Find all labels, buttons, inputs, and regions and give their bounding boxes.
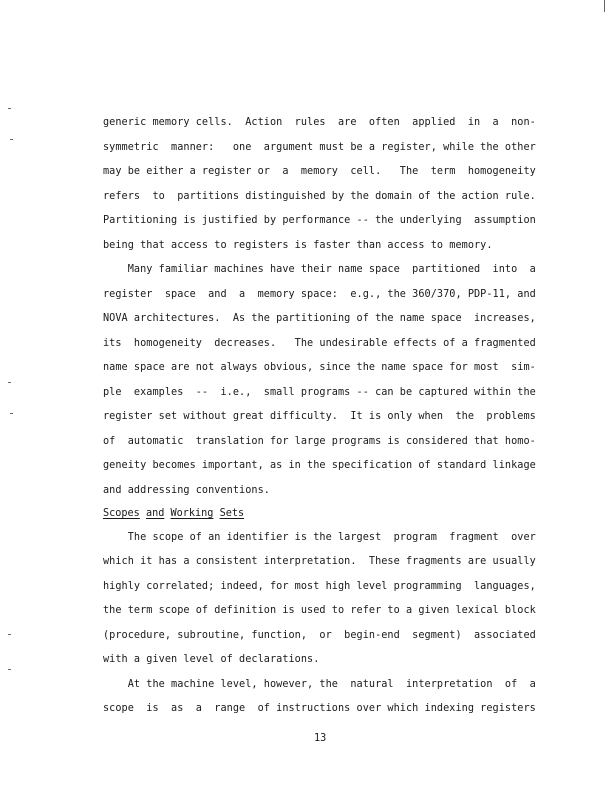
text-line: geneity becomes important, as in the specification of standard linkage (103, 460, 536, 471)
heading-word: Working (170, 508, 214, 519)
text-line: with a given level of declarations. (103, 654, 320, 665)
text-line: The scope of an identifier is the largest program fragment over (103, 532, 536, 543)
scan-mark-top-right (604, 0, 605, 12)
text-line: its homogeneity decreases. The undesirable effects of a fragmented (103, 338, 536, 349)
text-line: At the machine level, however, the natural interpretation of a (103, 679, 536, 690)
text-line: being that access to registers is faster than access to memory. (103, 240, 493, 251)
text-line: (procedure, subroutine, function, or begin-end segment) associated (103, 630, 536, 641)
heading-word: and (145, 508, 165, 519)
text-line: ple examples -- i.e., small programs -- can be captured within the (103, 387, 536, 398)
heading-word: Scopes (103, 508, 140, 519)
text-line: of automatic translation for large programs is considered that homo- (103, 436, 536, 447)
text-line: which it has a consistent interpretation. These fragments are usually (103, 556, 536, 567)
scan-mark-left-4 (10, 413, 13, 414)
text-line: highly correlated; indeed, for most high level programming languages, (103, 581, 536, 592)
text-line: register space and a memory space: e.g., the 360/370, PDP-11, and (103, 289, 536, 300)
text-line: scope is as a range of instructions over which indexing registers (103, 703, 536, 714)
text-line: the term scope of definition is used to refer to a given lexical block (103, 605, 536, 616)
text-line: name space are not always obvious, since the name space for most sim- (103, 362, 536, 373)
text-line: symmetric manner: one argument must be a register, while the other (103, 142, 536, 153)
section-heading (103, 507, 244, 520)
scan-mark-left-3 (8, 382, 11, 383)
scan-mark-left-2 (10, 139, 13, 140)
text-line: Partitioning is justified by performance -- the underlying assumption (103, 215, 536, 226)
text-line: register set without great difficulty. It is only when the problems (103, 411, 536, 422)
page-number: 13 (314, 733, 327, 744)
text-line: generic memory cells. Action rules are often applied in a non- (103, 117, 536, 128)
heading-word: Sets (219, 508, 245, 519)
text-line: refers to partitions distinguished by the domain of the action rule. (103, 191, 536, 202)
scan-mark-left-5 (8, 634, 11, 635)
scan-mark-left-6 (8, 669, 11, 670)
text-line: and addressing conventions. (103, 485, 270, 496)
scan-mark-left-1 (8, 108, 11, 109)
text-line: may be either a register or a memory cell. The term homogeneity (103, 166, 536, 177)
text-line: NOVA architectures. As the partitioning of the name space increases, (103, 313, 536, 324)
text-line: Many familiar machines have their name space partitioned into a (103, 264, 536, 275)
